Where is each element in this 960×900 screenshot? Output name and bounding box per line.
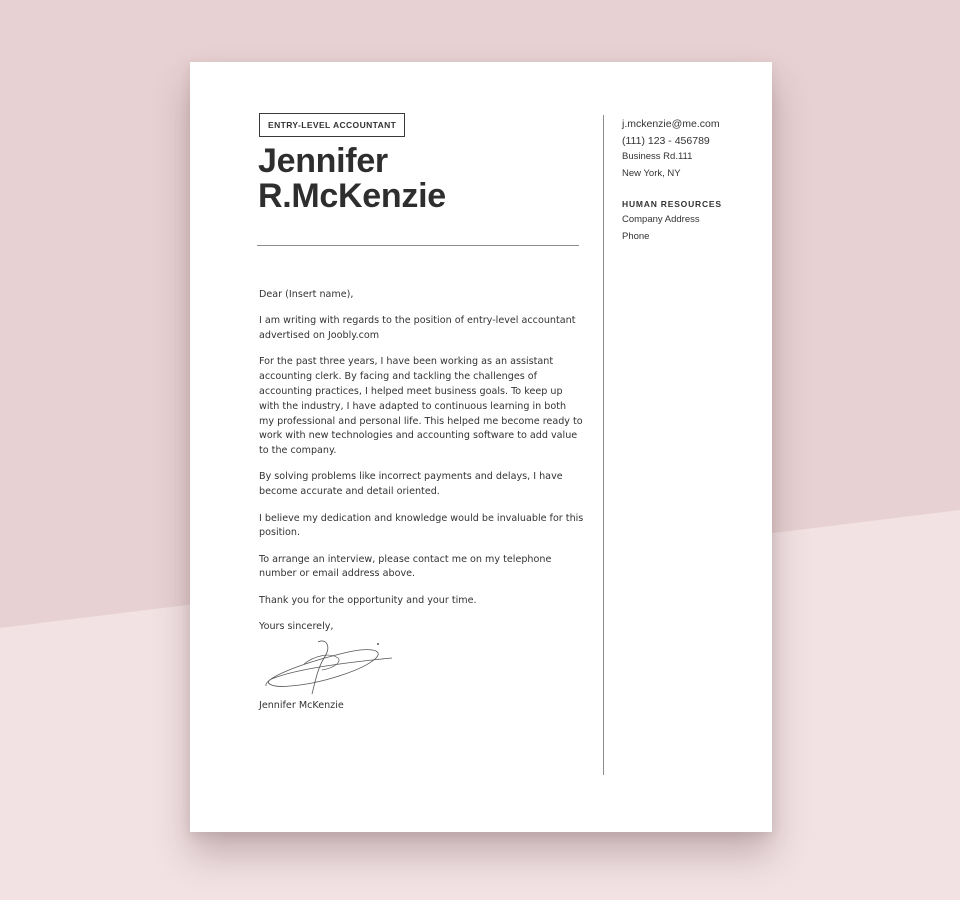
letter-paragraph: I believe my dedication and knowledge would be invaluable for this position. <box>259 512 584 539</box>
phone-text: (111) 123 - 456789 <box>622 134 710 147</box>
signer-name: Jennifer McKenzie <box>259 700 344 711</box>
letter-paragraph: I am writing with regards to the position of entry-level accountant advertised on Joobly.com <box>259 315 576 342</box>
recipient-heading: HUMAN RESOURCES <box>622 199 722 209</box>
column-divider <box>603 115 604 775</box>
letter-paragraph: Thank you for the opportunity and your time. <box>259 594 477 606</box>
letter-paragraph: By solving problems like incorrect payments and delays, I have become accurate and detail oriented. <box>259 471 563 498</box>
contact-column <box>622 116 762 245</box>
applicant-last-name: R.McKenzie <box>258 177 446 215</box>
email-text: j.mckenzie@me.com <box>622 118 720 130</box>
applicant-first-name: Jennifer <box>258 142 388 180</box>
signature-image <box>260 636 400 696</box>
header-divider <box>257 245 579 246</box>
salutation: Dear (Insert name), <box>259 289 354 300</box>
recipient-address: Company Address <box>622 214 700 225</box>
applicant-name <box>258 144 446 214</box>
letter-body <box>259 288 584 646</box>
address-line-1: Business Rd.111 <box>622 151 693 162</box>
job-title-tag: ENTRY-LEVEL ACCOUNTANT <box>259 113 405 137</box>
letter-paragraph: For the past three years, I have been working as an assistant accounting clerk. By facing and tackling the challenges of accounting practices, I helped meet business goals. To keep up with the industry, I have adapted to continuous learning in both my professional and personal life. This helped me become ready to work with new technologies and accounting software to add value to the company. <box>259 356 583 457</box>
closing: Yours sincerely, <box>259 621 334 633</box>
address-line-2: New York, NY <box>622 167 681 179</box>
cover-letter-page <box>190 62 772 832</box>
recipient-phone: Phone <box>622 230 650 242</box>
letter-paragraph: To arrange an interview, please contact me on my telephone number or email address above. <box>259 553 552 580</box>
